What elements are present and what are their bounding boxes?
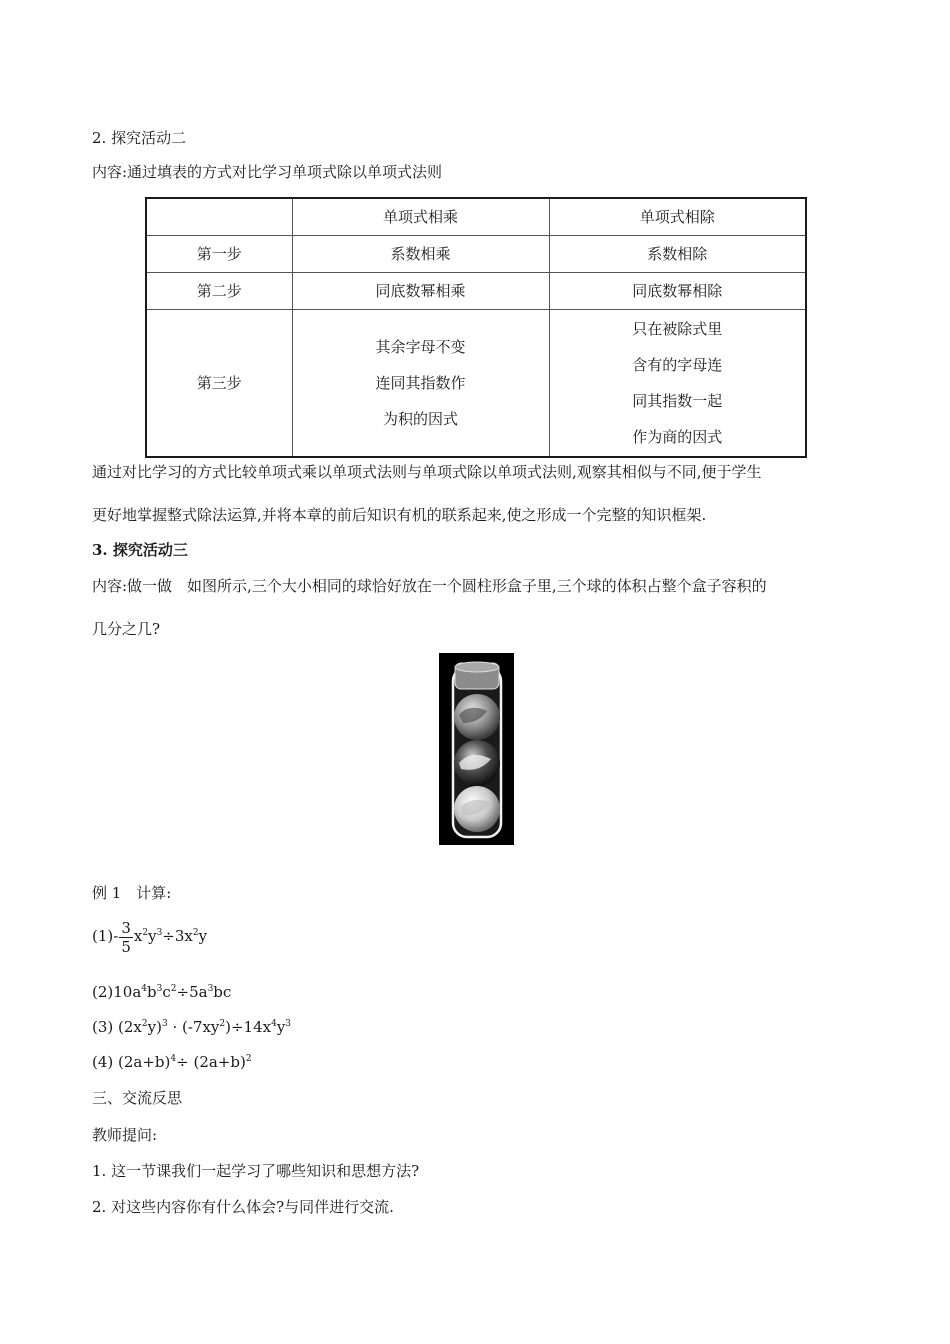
table-cell-divide bbox=[549, 309, 806, 457]
example-problem-2: $(2)10a^4b^3c^2\div 5a^3bc$ bbox=[92, 983, 232, 1001]
table-header-multiply: 单项式相乘 bbox=[292, 198, 549, 235]
fraction-denominator: 5 bbox=[121, 937, 131, 956]
fraction-numerator: 3 bbox=[121, 918, 131, 937]
cell-line: 为积的因式 bbox=[382, 409, 458, 428]
cell-line: 其余字母不变 bbox=[375, 337, 466, 356]
problem-label: (1)- bbox=[92, 927, 119, 945]
section2-heading: 2. 探究活动二 bbox=[92, 129, 187, 147]
table-cell-multiply bbox=[292, 309, 549, 457]
table-header-divide: 单项式相除 bbox=[549, 198, 806, 235]
example-title: 例 1 计算: bbox=[92, 884, 172, 902]
spheres-in-cylinder-figure bbox=[439, 653, 514, 845]
example-problem-1: (1)- $\frac{3}{5}$ $x^2y^3\div 3x^2y$ bbox=[92, 918, 208, 956]
table-cell-step: 第三步 bbox=[146, 309, 292, 457]
question-1: 1. 这一节课我们一起学习了哪些知识和思想方法? bbox=[92, 1162, 420, 1180]
section3-heading: 3. 探究活动三 bbox=[92, 541, 188, 559]
summary-line-2: 更好地掌握整式除法运算,并将本章的前后知识有机的联系起来,使之形成一个完整的知识框架. bbox=[92, 506, 707, 524]
reflection-heading: 三、交流反思 bbox=[92, 1089, 183, 1107]
section3-content-1: 内容:做一做 如图所示,三个大小相同的球恰好放在一个圆柱形盒子里,三个球的体积占整个盒子容积的 bbox=[92, 577, 767, 595]
table-row bbox=[146, 309, 806, 457]
table-cell-divide: 同底数幂相除 bbox=[549, 272, 806, 309]
cell-line: 连同其指数作 bbox=[375, 373, 466, 392]
comparison-table bbox=[145, 197, 807, 458]
example-problem-4: (4) $(2a+b)^4\div (2a+b)^2$ bbox=[92, 1053, 252, 1071]
table-header-row bbox=[146, 198, 806, 235]
question-2: 2. 对这些内容你有什么体会?与同伴进行交流. bbox=[92, 1198, 394, 1216]
section2-content: 内容:通过填表的方式对比学习单项式除以单项式法则 bbox=[92, 163, 443, 181]
table-cell-multiply: 同底数幂相乘 bbox=[292, 272, 549, 309]
cell-line: 含有的字母连 bbox=[632, 355, 723, 374]
table-cell-step: 第一步 bbox=[146, 235, 292, 272]
cell-line: 同其指数一起 bbox=[632, 391, 723, 410]
cell-line: 作为商的因式 bbox=[632, 427, 723, 446]
cell-line: 只在被除式里 bbox=[632, 319, 723, 338]
section3-content-2: 几分之几? bbox=[92, 620, 161, 638]
fraction bbox=[119, 919, 133, 956]
table-cell-step: 第二步 bbox=[146, 272, 292, 309]
problem-label: (4) bbox=[92, 1053, 114, 1071]
problem-label: (2) bbox=[92, 983, 114, 1001]
table-row bbox=[146, 272, 806, 309]
teacher-question-label: 教师提问: bbox=[92, 1126, 158, 1144]
cylinder-illustration bbox=[439, 653, 514, 845]
summary-line-1: 通过对比学习的方式比较单项式乘以单项式法则与单项式除以单项式法则,观察其相似与不同,便于学生 bbox=[92, 463, 762, 481]
table-cell-divide: 系数相除 bbox=[549, 235, 806, 272]
table-cell-multiply: 系数相乘 bbox=[292, 235, 549, 272]
example-problem-3: (3) $(2x^2y)^3 \cdot (-7xy^2)\div 14x^4y^3$ bbox=[92, 1018, 292, 1036]
problem-label: (3) bbox=[92, 1018, 114, 1036]
table-header-empty bbox=[146, 198, 292, 235]
table-row bbox=[146, 235, 806, 272]
